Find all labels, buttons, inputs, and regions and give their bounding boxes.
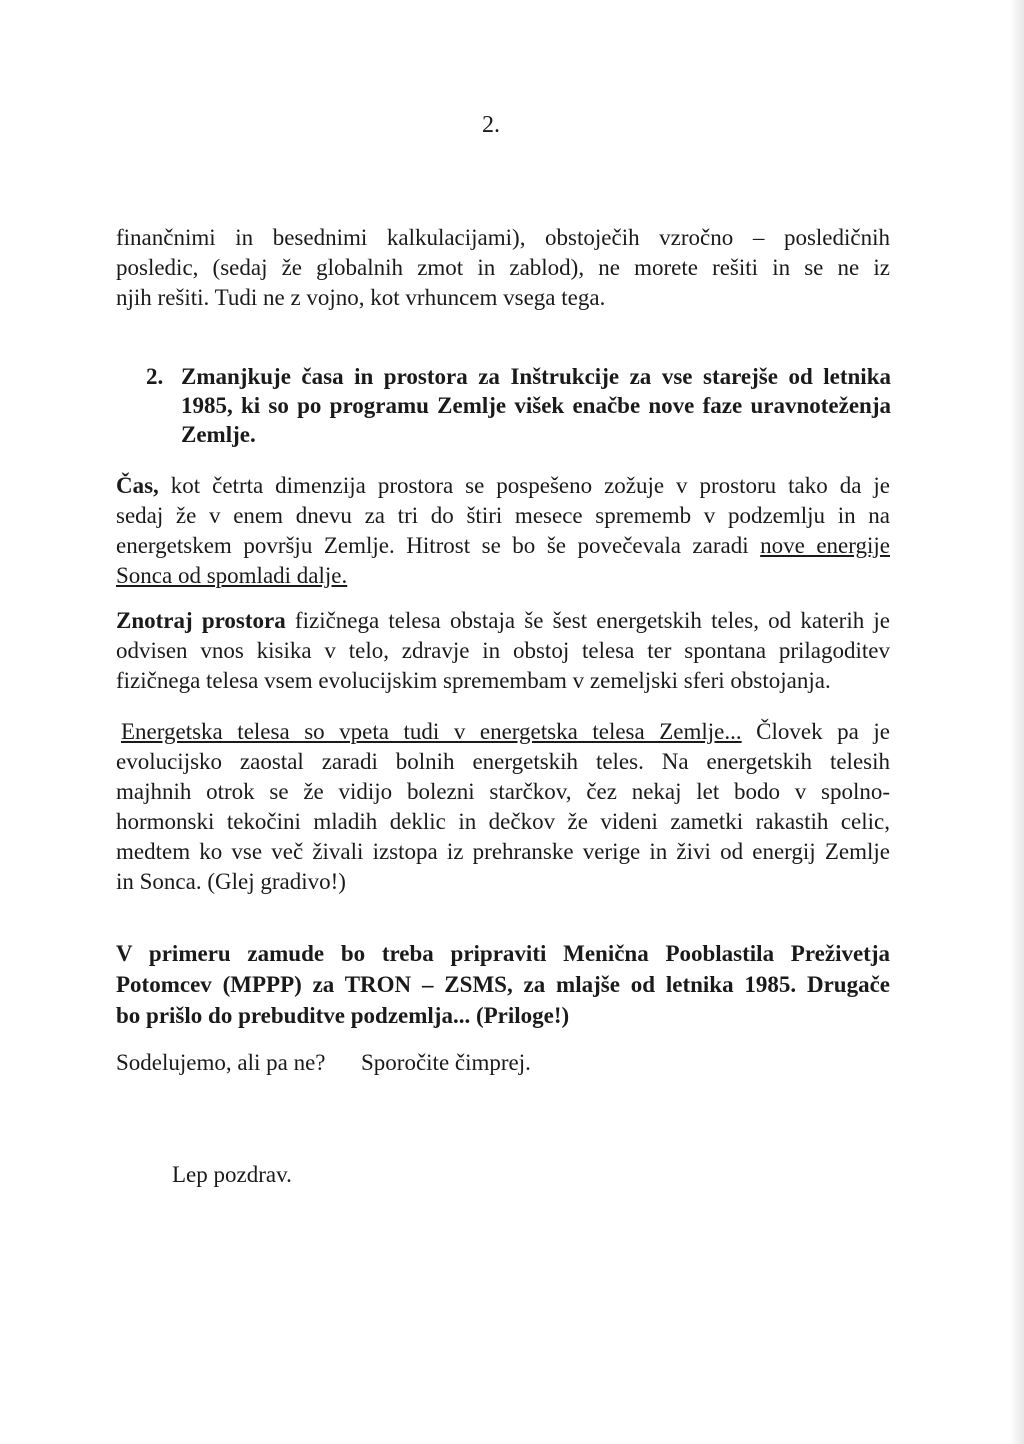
paragraph-line: hormonski tekočini mladih deklic in dečkov že videni zametki rakastih celic, — [116, 809, 890, 834]
underlined-text: Sonca od spomladi dalje. — [116, 563, 348, 588]
point-line: Zemlje. — [181, 422, 256, 447]
paragraph-line: evolucijsko zaostal zaradi bolnih energetskih teles. Na energetskih telesih — [116, 749, 890, 774]
scan-edge-shadow — [1010, 0, 1024, 1444]
paragraph-line: bo prišlo do prebuditve podzemlja... (Priloge!) — [116, 1003, 570, 1028]
paragraph-line: posledic, (sedaj že globalnih zmot in zablod), ne morete rešiti in se ne iz — [116, 255, 890, 280]
paragraph-line — [116, 717, 890, 747]
paragraph-line: Potomcev (MPPP) za TRON – ZSMS, za mlajše od letnika 1985. Drugače — [116, 972, 890, 997]
closing-text: Lep pozdrav. — [172, 1162, 292, 1187]
paragraph-line — [116, 531, 890, 561]
paragraph-6-bold — [116, 938, 890, 1031]
paragraph-line — [116, 606, 890, 636]
line-text: energetskem površju Zemlje. Hitrost se bo še povečevala zaradi — [116, 533, 761, 558]
paragraph-line: finančnimi in besednimi kalkulacijami), obstoječih vzročno – posledičnih — [116, 225, 890, 250]
point-line: Zmanjkuje časa in prostora za Inštrukcije za vse starejše od letnika — [181, 364, 891, 389]
paragraph-line — [116, 561, 890, 591]
paragraph-line: fizičnega telesa vsem evolucijskim spremembam v zemeljski sferi obstojanja. — [116, 668, 831, 693]
underlined-text: nove energije — [760, 533, 890, 558]
paragraph-line: V primeru zamude bo treba pripraviti Menična Pooblastila Preživetja — [116, 941, 890, 966]
underlined-text: Energetska telesa so vpeta tudi v energetska telesa Zemlje... — [121, 719, 742, 744]
line-text: Človek pa je — [741, 719, 890, 744]
paragraph-line: in Sonca. (Glej gradivo!) — [116, 869, 346, 894]
lead-bold: Čas, — [116, 473, 159, 498]
paragraph-line: medtem ko vse več živali izstopa iz prehranske verige in živi od energij Zemlje — [116, 839, 890, 864]
question-text: Sodelujemo, ali pa ne? — [116, 1050, 326, 1075]
line-text: kot četrta dimenzija prostora se pospešeno zožuje v prostoru tako da je — [158, 473, 890, 498]
request-text: Sporočite čimprej. — [361, 1050, 531, 1075]
lead-bold: Znotraj prostora — [116, 608, 286, 633]
paragraph-3 — [116, 471, 890, 591]
paragraph-line: odvisen vnos kisika v telo, zdravje in obstoj telesa ter spontana prilagoditev — [116, 638, 890, 663]
paragraph-4 — [116, 606, 890, 696]
point-line: 1985, ki so po programu Zemlje višek enačbe nove faze uravnoteženja — [181, 393, 891, 418]
paragraph-line: sedaj že v enem dnevu za tri do štiri mesece sprememb v podzemlju in na — [116, 503, 890, 528]
paragraph-line: njih rešiti. Tudi ne z vojno, kot vrhuncem vsega tega. — [116, 285, 606, 310]
point-number: 2. — [146, 364, 164, 389]
paragraph-line: majhnih otrok se že vidijo bolezni starčkov, čez nekaj let bodo v spolno- — [116, 779, 890, 804]
line-text: fizičnega telesa obstaja še šest energetskih teles, od katerih je — [285, 608, 891, 633]
point-text — [181, 362, 891, 449]
paragraph-line — [116, 471, 890, 501]
paragraph-5 — [116, 717, 890, 897]
page-number: 2. — [482, 112, 500, 138]
paragraph-1 — [116, 223, 890, 313]
